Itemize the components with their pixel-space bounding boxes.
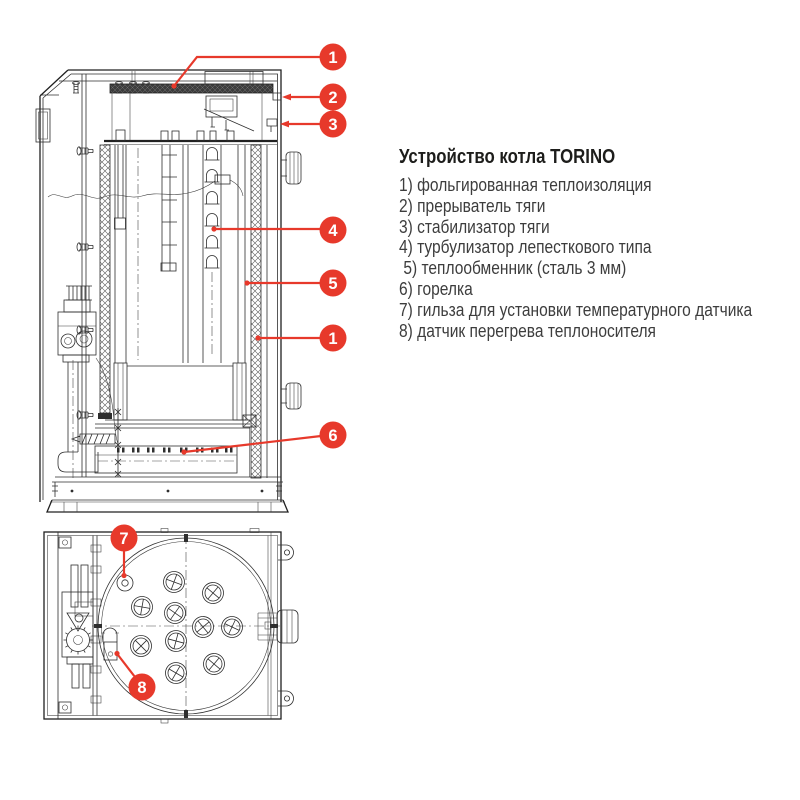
callout-7 [111, 525, 138, 552]
foil-insulation-strip [110, 84, 273, 93]
callout-number: 4 [328, 222, 338, 240]
callout-6 [320, 422, 347, 449]
pipe-connection-lower [281, 383, 301, 409]
legend-item-2: 2) прерыватель тяги [399, 194, 546, 216]
callout-number: 7 [119, 530, 129, 548]
callout-1-top [320, 44, 347, 71]
top-view [44, 529, 298, 724]
callout-5 [320, 270, 347, 297]
callout-number: 6 [328, 427, 338, 445]
legend-item-4: 4) турбулизатор лепесткового типа [399, 236, 652, 258]
callout-number: 1 [328, 49, 338, 67]
legend [399, 146, 800, 341]
callout-2 [320, 84, 347, 111]
legend-item-6: 6) горелка [399, 277, 473, 299]
callout-number: 8 [137, 679, 147, 697]
burner [95, 446, 237, 473]
callout-number: 5 [328, 275, 338, 293]
pipe-connection-upper [281, 152, 301, 184]
callout-3 [320, 111, 347, 138]
legend-item-7: 7) гильза для установки температурного датчика [399, 298, 753, 320]
callout-4 [320, 217, 347, 244]
callout-number: 2 [328, 89, 338, 107]
front-section-view [36, 70, 301, 512]
callout-number: 1 [328, 330, 338, 348]
legend-item-5: 5) теплообменник (сталь 3 мм) [399, 257, 627, 279]
left-insulation [100, 145, 110, 413]
legend-item-3: 3) стабилизатор тяги [399, 215, 550, 237]
callout-number: 3 [328, 116, 338, 134]
right-insulation [251, 145, 261, 478]
legend-item-1: 1) фольгированная теплоизоляция [399, 174, 652, 195]
callout-1-side [320, 325, 347, 352]
legend-item-8: 8) датчик перегрева теплоносителя [399, 319, 656, 341]
legend-title: Устройство котла TORINO [399, 146, 616, 168]
callout-8 [129, 674, 156, 701]
gas-valve-top-view [62, 565, 93, 688]
